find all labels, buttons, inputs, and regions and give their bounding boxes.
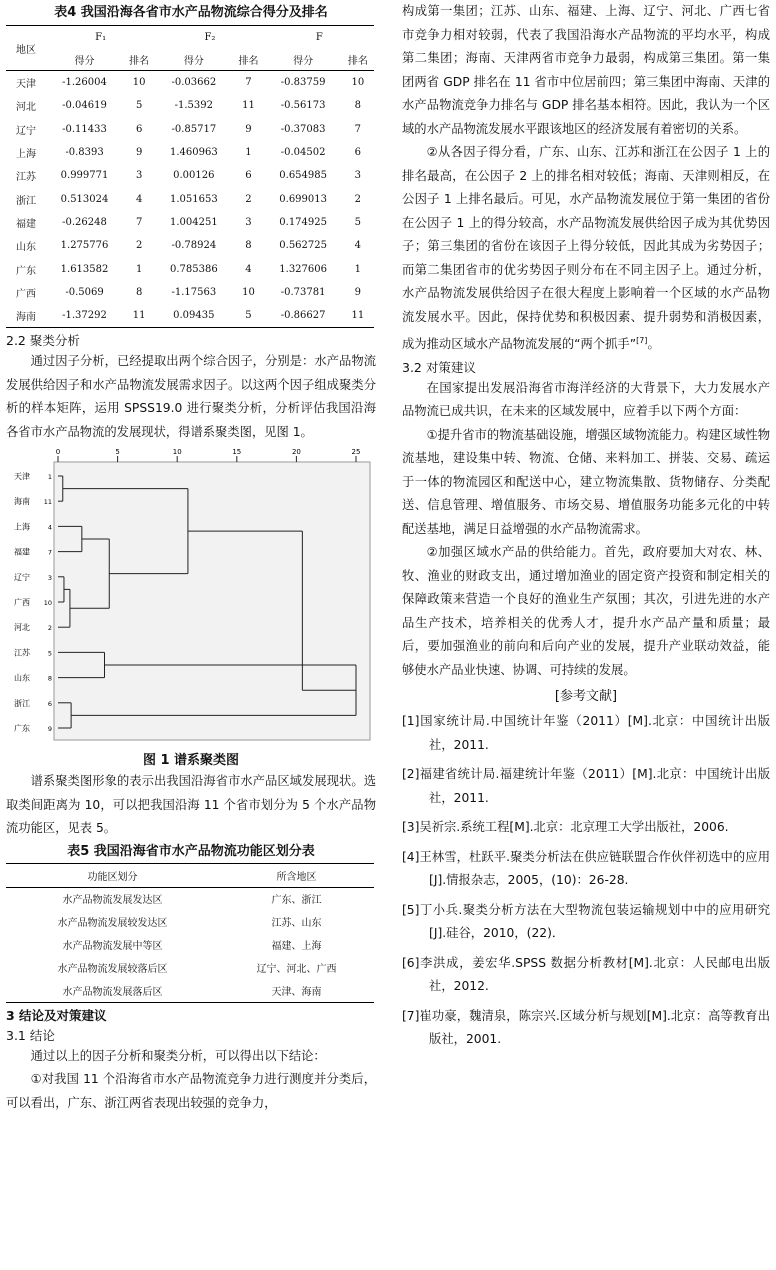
table4-sub-score: 得分 (74, 55, 95, 67)
dendrogram-leaf-name: 福建 (14, 547, 30, 557)
section-3-1-intro: 通过以上的因子分析和聚类分析，可以得出以下结论： (30, 1048, 326, 1063)
table4-cell-r1: 4 (135, 193, 143, 205)
suggestion-2-paragraph: ②加强区域水产品的供给能力。首先，政府要加大对农、林、牧、渔业的财政支出，通过增加渔业的固定资产投资和制定相关的保障政策来营造一个良好的渔业生产氛围；其次，引进先进的水产品生产技术，培养相关的优秀人才，提升水产品产量和质量；最后，要加强渔业的前向和后向产业的发展，提升产业联动效益，能够使水产品业快速、协调、可持续的发展。 (402, 545, 770, 677)
table5-row (6, 979, 374, 1002)
dendrogram-axis-tick: 25 (351, 448, 361, 457)
table4-cell-r2: 8 (245, 240, 252, 252)
table4-cell-f: 0.562725 (279, 240, 327, 252)
dendrogram-leaf-id: 10 (43, 599, 52, 608)
table5-cell-regions: 广东、浙江 (271, 895, 322, 907)
table4-cell-r: 2 (354, 193, 362, 205)
table4-cell-f1: 0.513024 (60, 193, 109, 205)
table4-cell-f2: 1.460963 (169, 147, 218, 159)
dendrogram-axis-tick: 10 (172, 448, 182, 457)
table4-cell-f1: -0.8393 (65, 147, 104, 159)
table4-cell-region: 山东 (16, 242, 36, 254)
table4-row (6, 141, 374, 164)
dendrogram-leaf-id: 9 (47, 725, 52, 734)
table4-row (6, 164, 374, 187)
table4-cell-f1: -0.11433 (62, 123, 107, 135)
table4-cell-region: 河北 (16, 102, 36, 114)
conclusion-1-paragraph: ①对我国 11 个沿海省市水产品物流竞争力进行测度并分类后，可以看出，广东、浙江两省表现出较强的竞争力， (6, 1072, 376, 1110)
table4-cell-f1: 1.275776 (60, 240, 109, 252)
table5-cell-zone: 水产品物流发展中等区 (62, 941, 163, 953)
table4-cell-f: -0.83759 (265, 71, 342, 95)
table4-cell-f: -0.04502 (280, 147, 326, 159)
table4-sub-score: 得分 (183, 55, 204, 67)
table4-cell-r2: 9 (245, 123, 252, 135)
table5-caption: 表5 我国沿海省市水产品物流功能区划分表 (67, 843, 315, 859)
citation-7: [7] (636, 336, 648, 345)
table5 (6, 863, 374, 1003)
dendrogram-leaf-name: 广西 (14, 598, 30, 608)
dendrogram-leaf-name: 江苏 (14, 648, 30, 658)
table4-cell-r1: 10 (123, 71, 155, 95)
table5-cell-zone: 水产品物流发展落后区 (6, 979, 219, 1002)
table4-cell-r: 5 (354, 216, 362, 228)
table4-cell-region: 辽宁 (16, 125, 36, 137)
table4-cell-f2: 0.00126 (173, 170, 215, 182)
table4-cell-r: 4 (354, 240, 362, 252)
table4-cell-f2: 0.785386 (169, 263, 218, 275)
table4-cell-r2: 4 (245, 263, 252, 275)
table4-cell-r2: 2 (245, 193, 252, 205)
table4-cell-f2: 1.004251 (169, 216, 218, 228)
table4-cell-region: 广西 (16, 288, 36, 300)
reference-item: [7]崔功豪，魏清泉，陈宗兴.区域分析与规划[M].北京：高等教育出版社，2001. (402, 1008, 770, 1047)
reference-item: [1]国家统计局.中国统计年鉴（2011）[M].北京：中国统计出版社，2011. (402, 714, 770, 752)
suggestion-intro: 在国家提出发展沿海省市海洋经济的大背景下，大力发展水产品物流已成共识，在未来的区域发展中，应着手以下两个方面： (402, 380, 770, 419)
table4-row (6, 94, 374, 117)
table5-row (6, 956, 374, 979)
table4-cell-region: 海南 (6, 304, 46, 328)
table4-cell-r: 7 (354, 123, 362, 135)
reference-item: [5]丁小兵.聚类分析方法在大型物流包装运输规划中中的应用研究[J].硅谷，2010，(22)． (402, 902, 770, 941)
table4-cell-r: 9 (354, 286, 362, 298)
table4-sub-rank: 排名 (129, 55, 150, 67)
table4-cell-r1: 5 (135, 100, 143, 112)
dendrogram-axis-tick: 15 (232, 448, 242, 457)
reference-item: [6]李洪成，姜宏华.SPSS 数据分析教材[M].北京：人民邮电出版社，2012. (402, 955, 770, 994)
dendrogram-leaf-name: 上海 (14, 522, 30, 532)
table4-cell-r1: 9 (135, 147, 143, 159)
dendrogram-leaf-id: 4 (47, 523, 52, 532)
table4-row (6, 234, 374, 257)
table4-cell-region: 广东 (16, 265, 36, 277)
table4-cell-f2: 1.051653 (169, 193, 218, 205)
section-2-2-title: 2.2 聚类分析 (6, 333, 80, 349)
table4-header-f: F (265, 26, 374, 49)
references-title: [参考文献] (554, 689, 618, 705)
table5-row (6, 933, 374, 956)
dendrogram-leaf-name: 浙江 (14, 699, 30, 709)
figure1-caption: 图 1 谱系聚类图 (142, 753, 240, 769)
table4-cell-r1: 6 (135, 123, 143, 135)
dendrogram-axis-tick: 0 (55, 448, 61, 457)
dendrogram-leaf-id: 3 (47, 574, 52, 583)
table4-cell-f1: -0.5069 (65, 286, 104, 298)
table4-cell-r1: 7 (135, 216, 143, 228)
dendrogram-leaf-name: 河北 (14, 623, 30, 633)
reference-item: [4]王林雪，杜跃平.聚类分析法在供应链联盟合作伙伴初选中的应用[J].情报杂志，2005，(10)：26-28. (402, 849, 770, 888)
table4-cell-f: -0.86627 (265, 304, 342, 328)
dendrogram-leaf-id: 5 (47, 649, 52, 658)
table4-cell-f1: -1.37292 (46, 304, 123, 328)
table4-cell-region: 天津 (6, 71, 46, 95)
section-3-1-title: 3.1 结论 (6, 1027, 55, 1043)
table4-header-f2: F₂ (155, 26, 264, 49)
dendrogram-leaf-name: 山东 (14, 673, 30, 683)
conclusion-2-paragraph (402, 141, 770, 357)
table4-cell-region: 江苏 (16, 172, 36, 184)
reference-item: [2]福建省统计局.福建统计年鉴（2011）[M].北京：中国统计出版社，2011. (402, 767, 770, 805)
table5-header-zone: 功能区划分 (6, 863, 219, 887)
dendrogram-leaf-id: 2 (47, 624, 52, 633)
dendrogram-frame (54, 462, 370, 740)
table5-cell-regions: 福建、上海 (271, 941, 322, 953)
table4-cell-f: 0.699013 (279, 193, 327, 205)
figure-followup-paragraph: 谱系聚类图形象的表示出我国沿海省市水产品区域发展现状。选取类间距离为 10，可以把我国沿海 11 个省市划分为 5 个水产品物流功能区，见表 5。 (6, 774, 376, 836)
table4-cell-r1: 8 (135, 286, 143, 298)
table4-sub-rank: 排名 (347, 55, 368, 67)
table4-cell-f1: -1.26004 (46, 71, 123, 95)
reference-item: [3]吴祈宗.系统工程[M].北京：北京理工大学出版社，2006. (402, 820, 729, 835)
dendrogram-axis-tick: 5 (115, 448, 120, 457)
table4-cell-region: 浙江 (16, 195, 36, 207)
conclusion-2-end: 。 (647, 337, 660, 352)
table5-cell-zone: 水产品物流发展较落后区 (57, 963, 168, 975)
conclusion-2-text: ②从各因子得分看，广东、山东、江苏和浙江在公因子 1 上的排名最高，在公因子 2 上的排名相对较低；海南、天津则相反，在公因子 1 上排名最后。可见，水产品物流发展位于第一集团的省份在公因子 1 上的得分较高，水产品物流发展供给因子成为其优势因子；第三集团的省份在该因子上得分较低，因此其成为劣势因子；而第二集团省市的优劣势因子则分布在不同主因子上。通过分析，水产品物流发展供给因子在很大程度上影响着一个区域的水产品物流发展水平。因此，保持优势和积极因素、提升弱势和消极因素，成为推动区域水产品物流发展的“两个抓手” (402, 145, 770, 352)
dendrogram-leaf-id: 11 (43, 498, 52, 507)
table4-row (6, 304, 374, 328)
table4-row (6, 71, 374, 95)
left-column (6, 0, 376, 1115)
table4-cell-r: 1 (354, 263, 362, 275)
table4-cell-f1: 0.999771 (60, 170, 109, 182)
table4-cell-r2: 3 (245, 216, 252, 228)
table4-caption: 表4 我国沿海各省市水产品物流综合得分及排名 (54, 5, 328, 20)
table4-cell-f2: -1.5392 (174, 100, 214, 112)
table5-cell-zone: 水产品物流发展较发达区 (57, 918, 168, 930)
table4-cell-f: -0.73781 (280, 286, 326, 298)
dendrogram-leaf-id: 6 (47, 700, 52, 709)
dendrogram-leaf-id: 7 (47, 548, 52, 557)
table4-cell-f: 0.654985 (279, 170, 327, 182)
table5-row (6, 887, 374, 910)
table4-cell-r: 11 (342, 304, 374, 328)
section-3-2-title: 3.2 对策建议 (402, 359, 476, 375)
table4-cell-f: -0.56173 (280, 100, 326, 112)
table4-cell-r: 10 (342, 71, 374, 95)
dendrogram-chart (12, 444, 372, 746)
dendrogram-axis-tick: 20 (291, 448, 301, 457)
table4-cell-r: 8 (354, 100, 362, 112)
table5-cell-regions: 江苏、山东 (271, 918, 322, 930)
table4-cell-f2: -0.03662 (155, 71, 232, 95)
table5-cell-regions: 天津、海南 (219, 979, 374, 1002)
table4-cell-r2: 10 (242, 286, 255, 298)
dendrogram-leaf-name: 天津 (14, 472, 30, 482)
section-2-2-paragraph: 通过因子分析，已经提取出两个综合因子，分别是：水产品物流发展供给因子和水产品物流发展需求因子。以这两个因子组成聚类分析的样本矩阵，运用 SPSS19.0 进行聚类分析，分析评估我国沿海各省市水产品物流的发展现状，得谱系聚类图，见图 1。 (6, 354, 376, 439)
table4-cell-r1: 1 (135, 263, 143, 275)
table4-row (6, 257, 374, 280)
table4-cell-f1: -0.26248 (62, 216, 107, 228)
table4-cell-r2: 7 (232, 71, 264, 95)
suggestion-1-paragraph: ①提升省市的物流基础设施，增强区域物流能力。构建区域性物流基地，建设集中转、物流、仓储、来料加工、拼装、交易、疏运于一体的物流园区和配送中心，建立物流集散、货物储存、分类配送、信息管理、增值服务、市场交易、增值服务功能多元化的中转配送基地，满足日益增强的水产品物流需求。 (402, 427, 770, 536)
table4-cell-f2: -1.17563 (171, 286, 217, 298)
table4-cell-r1: 11 (123, 304, 155, 328)
table4-cell-r2: 11 (242, 100, 255, 112)
table4-cell-f: 1.327606 (279, 263, 327, 275)
table4-cell-region: 福建 (16, 218, 36, 230)
dendrogram-leaf-name: 海南 (14, 497, 30, 507)
table4-sub-rank: 排名 (238, 55, 259, 67)
conclusion-1-continued: 构成第一集团；江苏、山东、福建、上海、辽宁、河北、广西七省市竞争力相对较弱，代表了我国沿海水产品物流的平均水平，构成第二集团；海南、天津两省市竞争力最弱，构成第三集团。第一集团两省 GDP 排名在 11 省市中位居前四；第三集团中海南、天津的水产品物流竞争力排名与 GDP 排名基本相符。因此，我认为一个区域的水产品物流发展水平跟该地区的经济发展有着密切的关系。 (402, 4, 770, 136)
dendrogram-leaf-id: 1 (47, 473, 52, 482)
dendrogram-leaf-name: 辽宁 (14, 573, 30, 583)
table4-cell-f1: -0.04619 (62, 100, 107, 112)
table5-header-regions: 所含地区 (219, 863, 374, 887)
table4-cell-r1: 3 (135, 170, 143, 182)
table4-cell-region: 上海 (16, 149, 36, 161)
table4-cell-f2: 0.09435 (155, 304, 232, 328)
table4-cell-r: 6 (354, 147, 362, 159)
table5-cell-zone: 水产品物流发展发达区 (62, 895, 163, 907)
table4-header-region: 地区 (6, 26, 46, 71)
dendrogram-leaf-name: 广东 (14, 724, 30, 734)
table4 (6, 25, 374, 328)
table4-cell-f2: -0.85717 (171, 123, 217, 135)
table5-cell-regions: 辽宁、河北、广西 (256, 963, 337, 975)
table4-header-f1: F₁ (46, 26, 155, 49)
table4-cell-r2: 6 (245, 170, 252, 182)
section-3-title: 3 结论及对策建议 (6, 1007, 107, 1023)
table4-cell-r2: 5 (232, 304, 264, 328)
table4-cell-f: 0.174925 (279, 216, 327, 228)
dendrogram-leaf-id: 8 (47, 674, 52, 683)
table5-row (6, 910, 374, 933)
table4-cell-r2: 1 (245, 147, 252, 159)
right-column (402, 0, 770, 1058)
table4-cell-r: 3 (354, 170, 362, 182)
table4-cell-r1: 2 (135, 240, 143, 252)
table4-cell-f: -0.37083 (280, 123, 326, 135)
table4-cell-f1: 1.613582 (60, 263, 109, 275)
references-list (402, 710, 770, 1052)
table4-sub-score: 得分 (293, 55, 314, 67)
table4-row (6, 211, 374, 234)
table4-row (6, 118, 374, 141)
table4-cell-f2: -0.78924 (171, 240, 217, 252)
table4-row (6, 281, 374, 304)
table4-row (6, 187, 374, 210)
